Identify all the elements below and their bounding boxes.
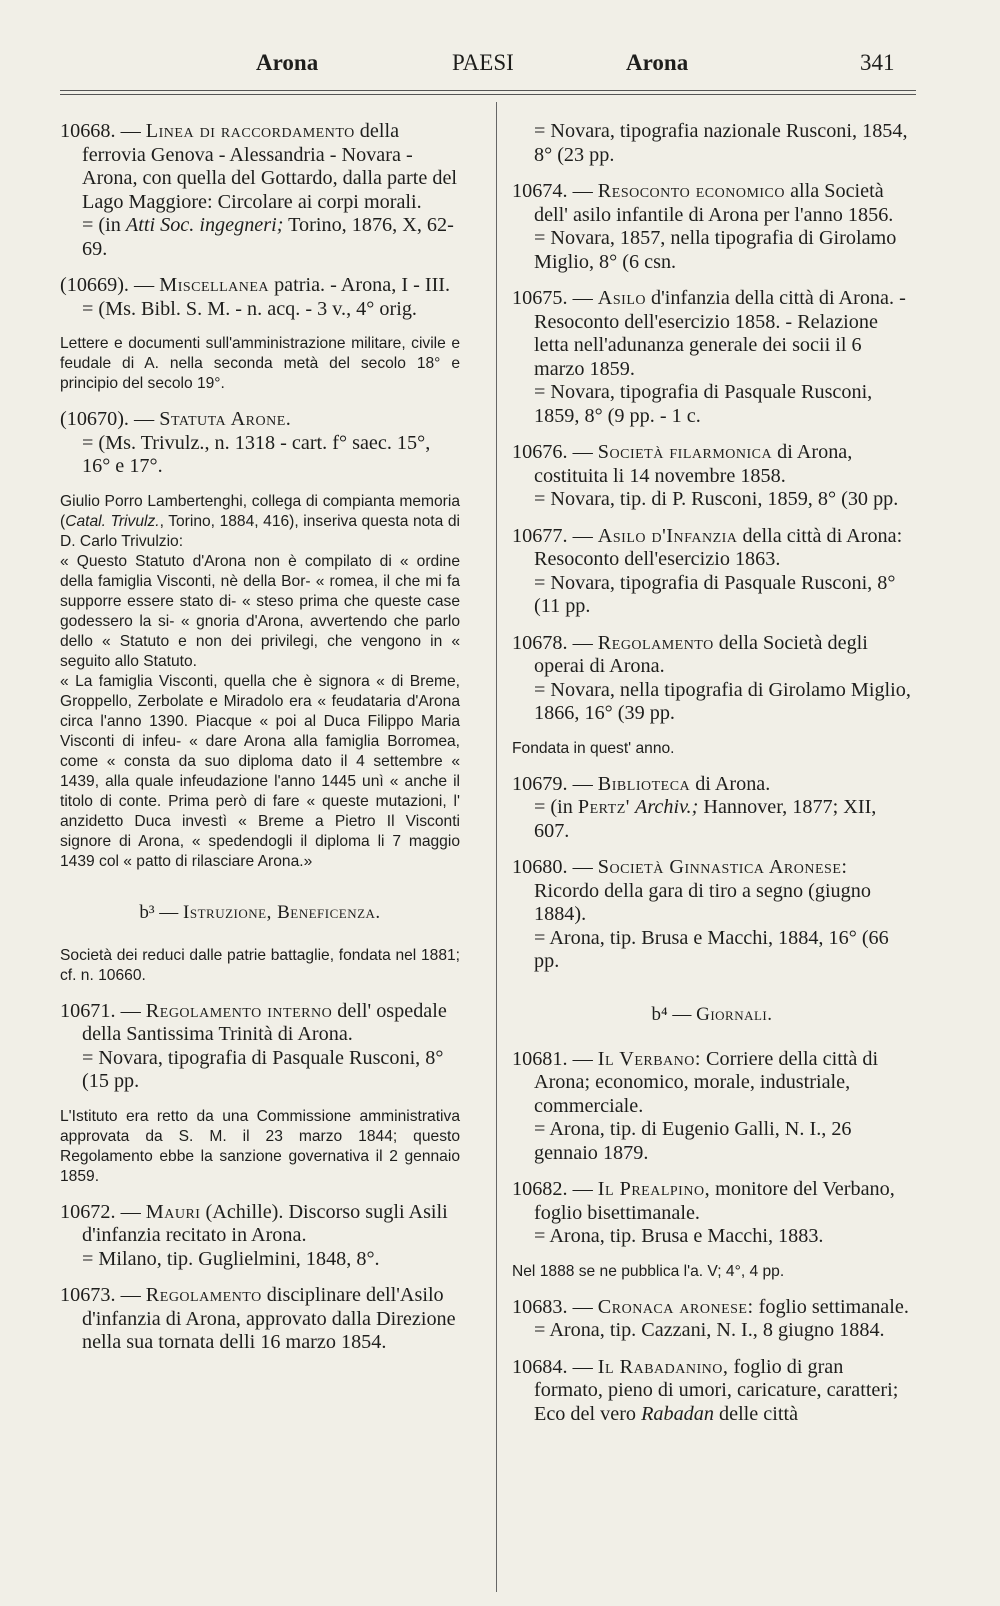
section-code: b³ — bbox=[139, 901, 179, 923]
entry-text: Ricordo della gara di tiro a segno (giugno 1884). bbox=[534, 879, 871, 925]
entry-title: Mauri bbox=[145, 1200, 201, 1223]
entry-number: 10680. — bbox=[512, 856, 593, 878]
pub-details: Torino, 1876, X, 62-69. bbox=[82, 214, 454, 260]
entry-publication: = Milano, tip. Guglielmini, 1848, 8°. bbox=[82, 1247, 380, 1270]
entry-text: delle città bbox=[719, 1402, 799, 1425]
pub-journal: Archiv.; bbox=[634, 796, 699, 818]
header-rule-bottom bbox=[60, 94, 916, 95]
entry-number: 10679. — bbox=[512, 772, 593, 795]
entry-number: 10673. — bbox=[60, 1284, 141, 1306]
entry-publication bbox=[82, 214, 460, 261]
entry-title: Società filarmonica bbox=[597, 441, 773, 463]
entry-10684 bbox=[512, 1356, 912, 1427]
entry-number: 10682. — bbox=[512, 1178, 593, 1200]
entry-number: 10677. — bbox=[512, 524, 593, 547]
left-column bbox=[60, 120, 460, 1368]
entry-title: Il Rabadanino, bbox=[597, 1355, 729, 1378]
entry-10672 bbox=[60, 1201, 460, 1272]
entry-publication: = Arona, tip. Brusa e Macchi, 1883. bbox=[534, 1225, 824, 1247]
entry-text: d'infanzia della città di Arona. - Resoconto dell'esercizio 1858. - Relazione letta nell'adunanza generale dei socii il 6 marzo 1859. bbox=[534, 287, 906, 380]
entry-title: Il Prealpino, bbox=[597, 1178, 711, 1200]
entry-10674 bbox=[512, 180, 912, 274]
entry-text: Corriere della città di Arona; economico, morale, industriale, commerciale. bbox=[534, 1047, 879, 1117]
running-header bbox=[60, 50, 920, 86]
entry-number: 10671. — bbox=[60, 999, 141, 1022]
entry-10680 bbox=[512, 856, 912, 974]
entry-publication: = Novara, nella tipografia di Girolamo Miglio, 1866, 16° (39 pp. bbox=[534, 678, 911, 724]
pub-prefix: = (in bbox=[534, 796, 573, 818]
section-heading bbox=[512, 1004, 912, 1026]
entry-text: patria. - Arona, I - III. bbox=[274, 274, 451, 296]
entry-number: 10672. — bbox=[60, 1200, 141, 1223]
note-citation: Catal. Trivulz. bbox=[65, 512, 160, 530]
entry-publication: = Arona, tip. Cazzani, N. I., 8 giugno 1884. bbox=[534, 1319, 885, 1341]
entry-number: 10681. — bbox=[512, 1047, 593, 1070]
section-heading bbox=[60, 902, 460, 924]
entry-text: della città di Arona: Resoconto dell'esercizio 1863. bbox=[534, 524, 903, 570]
quote-paragraph: « Questo Statuto d'Arona non è compilato di « ordine della famiglia Visconti, nè della Bor- « romea, il che mi fa supporre essere stato di- « steso prima che queste case godessero la si- « gnoria d'Arona, avvertendo che parlo dello « Statuto e non dei privilegi, che vengono in « seguito allo Statuto. bbox=[60, 552, 460, 670]
entry-text: (Achille). Discorso sugli Asili d'infanzia recitato in Arona. bbox=[82, 1200, 448, 1246]
entry-title: Asilo d'Infanzia bbox=[597, 524, 738, 547]
entry-publication: = Novara, tipografia di Pasquale Rusconi, 8° (15 pp. bbox=[82, 1046, 444, 1092]
entry-text-italic: Rabadan bbox=[641, 1402, 714, 1425]
entry-10671 bbox=[60, 1000, 460, 1094]
note-text: , Torino, 1884, 416), inseriva questa nota di D. Carlo Trivulzio: bbox=[60, 512, 460, 550]
entry-10669 bbox=[60, 274, 460, 321]
pub-journal: Atti Soc. ingegneri; bbox=[125, 214, 284, 236]
entry-title: Regolamento bbox=[597, 631, 714, 654]
column-divider bbox=[496, 102, 497, 1592]
entry-title: Asilo bbox=[597, 287, 646, 309]
entry-text: dell' ospedale della Santissima Trinità di Arona. bbox=[82, 999, 447, 1045]
header-right-place: Arona bbox=[626, 50, 689, 75]
header-section: PAESI bbox=[452, 50, 514, 75]
entry-title: Statuta Arone. bbox=[159, 408, 292, 430]
section-title: Istruzione, Beneficenza. bbox=[183, 901, 381, 923]
entry-title: Cronaca aronese: bbox=[597, 1295, 754, 1318]
entry-publication: = Arona, tip. di Eugenio Galli, N. I., 26 gennaio 1879. bbox=[534, 1118, 852, 1164]
entry-title: Regolamento interno bbox=[145, 999, 333, 1022]
entry-note: Fondata in quest' anno. bbox=[512, 739, 675, 757]
entry-publication: = Arona, tip. Brusa e Macchi, 1884, 16° (66 pp. bbox=[534, 926, 889, 972]
entry-10678 bbox=[512, 632, 912, 726]
entry-number: 10668. — bbox=[60, 120, 141, 142]
pub-details: Hannover, 1877; XII, 607. bbox=[534, 796, 877, 842]
entry-note: L'Istituto era retto da una Commissione amministrativa approvata da S. M. il 23 marzo 1844; questo Regolamento ebbe la sanzione governativa il 2 gennaio 1859. bbox=[60, 1107, 460, 1185]
entry-10679 bbox=[512, 773, 912, 844]
entry-text: della ferrovia Genova - Alessandria - Novara - Arona, con quella del Gottardo, dalla parte del Lago Maggiore: Circolare ai corpi morali. bbox=[82, 120, 458, 213]
entry-10673 bbox=[60, 1284, 460, 1355]
entry-note bbox=[60, 492, 460, 872]
page-number: 341 bbox=[860, 50, 895, 75]
section-code: b⁴ — bbox=[651, 1003, 692, 1025]
entry-text: della Società degli operai di Arona. bbox=[534, 631, 868, 677]
entry-text: foglio settimanale. bbox=[758, 1295, 909, 1318]
entry-text: di Arona. bbox=[695, 772, 771, 795]
section-title: Giornali. bbox=[696, 1003, 773, 1025]
note-text: Giulio Porro Lambertenghi, collega di compianta memoria ( bbox=[60, 492, 460, 530]
entry-10682 bbox=[512, 1178, 912, 1249]
entry-number: 10676. — bbox=[512, 441, 593, 463]
entry-10681 bbox=[512, 1048, 912, 1166]
entry-publication: = (Ms. Bibl. S. M. - n. acq. - 3 v., 4° orig. bbox=[82, 297, 417, 320]
entry-10673-continued bbox=[512, 120, 912, 167]
header-rule-top bbox=[60, 90, 916, 91]
right-column bbox=[512, 120, 912, 1439]
entry-number: (10670). — bbox=[60, 408, 155, 430]
entry-title: Miscellanea bbox=[159, 274, 270, 296]
entry-10675 bbox=[512, 287, 912, 428]
entry-title: Regolamento bbox=[145, 1284, 262, 1306]
entry-text: monitore del Verbano, foglio bisettimanale. bbox=[534, 1178, 895, 1224]
entry-number: (10669). — bbox=[60, 274, 155, 296]
entry-publication: = Novara, tipografia nazionale Rusconi, 1854, 8° (23 pp. bbox=[534, 120, 908, 166]
entry-10670 bbox=[60, 408, 460, 479]
entry-title: Biblioteca bbox=[597, 772, 691, 795]
entry-publication: = Novara, tip. di P. Rusconi, 1859, 8° (30 pp. bbox=[534, 488, 899, 510]
entry-note: Nel 1888 se ne pubblica l'a. V; 4°, 4 pp. bbox=[512, 1262, 785, 1280]
entry-number: 10684. — bbox=[512, 1355, 593, 1378]
pub-prefix: = (in bbox=[82, 214, 121, 236]
entry-publication: = (Ms. Trivulz., n. 1318 - cart. f° saec. 15°, 16° e 17°. bbox=[82, 431, 431, 477]
entry-title: Società Ginnastica Aronese: bbox=[597, 856, 848, 878]
section-note: Società dei reduci dalle patrie battaglie, fondata nel 1881; cf. n. 10660. bbox=[60, 946, 460, 984]
entry-text: alla Società dell' asilo infantile di Arona per l'anno 1856. bbox=[534, 180, 894, 226]
header-left-place: Arona bbox=[256, 50, 319, 75]
entry-title: Il Verbano: bbox=[597, 1047, 701, 1070]
entry-publication: = Novara, tipografia di Pasquale Rusconi, 1859, 8° (9 pp. - 1 c. bbox=[534, 381, 873, 427]
entry-publication: = Novara, tipografia di Pasquale Rusconi, 8° (11 pp. bbox=[534, 571, 896, 617]
entry-text: foglio di gran formato, pieno di umori, caricature, caratteri; Eco del vero bbox=[534, 1355, 899, 1425]
entry-number: 10678. — bbox=[512, 631, 593, 654]
pub-author: Pertz' bbox=[577, 796, 630, 818]
entry-text: disciplinare dell'Asilo d'infanzia di Arona, approvato dalla Direzione nella sua tornata delli 16 marzo 1854. bbox=[82, 1284, 456, 1353]
entry-publication bbox=[534, 796, 912, 843]
entry-10677 bbox=[512, 525, 912, 619]
entry-note: Lettere e documenti sull'amministrazione militare, civile e feudale di A. nella seconda metà del secolo 18° e principio del secolo 19°. bbox=[60, 335, 460, 392]
entry-title: Resoconto economico bbox=[597, 180, 786, 202]
entry-10683 bbox=[512, 1296, 912, 1343]
entry-text: di Arona, costituita li 14 novembre 1858. bbox=[534, 441, 853, 487]
quote-paragraph: « La famiglia Visconti, quella che è signora « di Breme, Groppello, Zerbolate e Miradolo era « feudataria d'Arona circa l'anno 1390. Piacque « poi al Duca Filippo Maria Visconti di infeu- « dare Arona alla famiglia Borromea, come « consta da suo diploma dato il 4 settembre « 1439, alla quale infeudazione l'anno 1445 unì « anche il titolo di conte. Prima però di fare « queste mutazioni, l' anzidetto Duca investì « Breme a Pietro Il Visconti signore di Arona, « spedendogli il diploma li 7 maggio 1439 col « patto di rilasciare Arona.» bbox=[60, 672, 460, 870]
entry-number: 10675. — bbox=[512, 287, 593, 309]
entry-publication: = Novara, 1857, nella tipografia di Girolamo Miglio, 8° (6 csn. bbox=[534, 227, 897, 273]
entry-number: 10683. — bbox=[512, 1295, 593, 1318]
entry-10668 bbox=[60, 120, 460, 261]
entry-number: 10674. — bbox=[512, 180, 593, 202]
entry-title: Linea di raccordamento bbox=[145, 120, 355, 142]
entry-10676 bbox=[512, 441, 912, 512]
